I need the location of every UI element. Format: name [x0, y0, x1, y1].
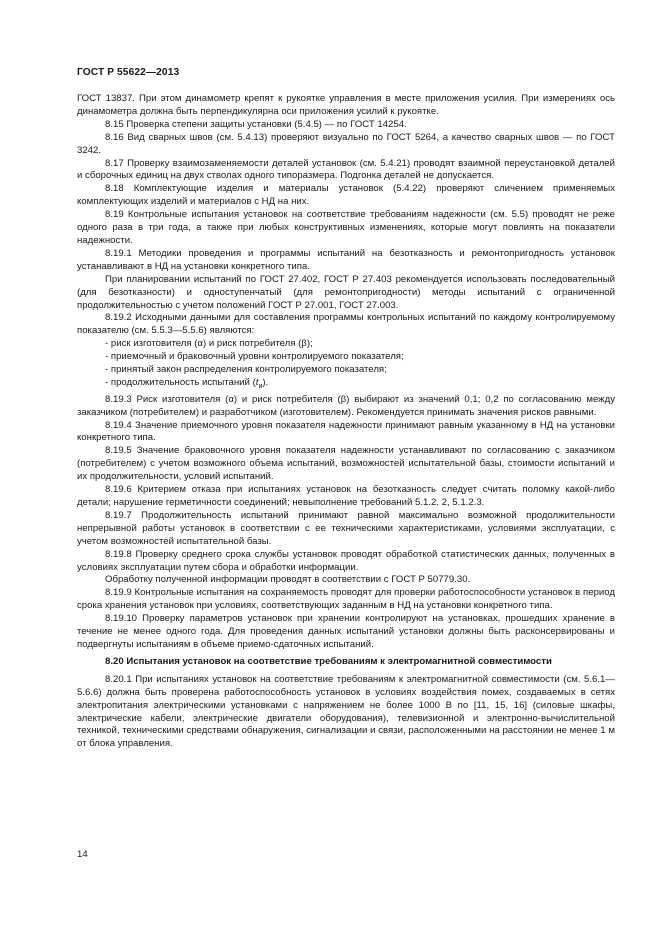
paragraph: ГОСТ 13837. При этом динамометр крепят к рукоятке управления в месте приложения усилия. При измерениях ось динамометра должна быть перпендикулярна оси приложения усилий к рукоятке.	[77, 93, 615, 117]
formula-subscript: и	[258, 382, 263, 390]
list-item	[77, 377, 615, 394]
paragraph: 8.19.8 Проверку среднего срока службы установок проводят обработкой статистических данных, полученных в условиях эксплуатации путем сбора и обработки информации.	[77, 548, 615, 573]
list-item: - приемочный и браковочный уровни контролируемого показателя;	[77, 351, 615, 364]
paragraph: 8.20.1 При испытаниях установок на соответствие требованиям к электромагнитной совместимости (см. 5.6.1—5.6.6) должна быть проверена работоспособность установок в условиях воздействия помех, создаваемых в сетях электропитания электрическими установками с напряжением не более 1000 В по [11, 15, 16] (силовые шкафы, электрические кабели, электрические двигатели оборудования), телевизионной и электронно-вычислительной техникой, техническими средствами обнаружения, сигнализации и связи, расположенными на расстоянии не менее 1 м от блока управления.	[77, 673, 615, 750]
paragraph: 8.19.4 Значение приемочного уровня показателя надежности принимают равным указанному в НД на установки конкретного типа.	[77, 419, 615, 444]
paragraph: 8.19.6 Критерием отказа при испытаниях установок на безотказность следует считать поломку какой-либо детали; нарушение герметичности соединений; невыполнение требований 5.1.2. 2, 5.1.2.3.	[77, 484, 615, 508]
formula-variable: t	[255, 376, 259, 388]
paragraph: 8.15 Проверка степени защиты установки (5.4.5) — по ГОСТ 14254.	[105, 118, 407, 130]
paragraph: 8.19.3 Риск изготовителя (α) и риск потребителя (β) выбирают из значений 0,1; 0,2 по согласованию между заказчиком (потребителем) и разработчиком (изготовителем). Рекомендуется принимать значения рисков равными.	[77, 393, 615, 418]
list-item: - принятый закон распределения контролируемого показателя;	[77, 364, 615, 377]
paragraph: 8.19 Контрольные испытания установок на соответствие требованиям надежности (см. 5.5) проводят не реже одного раза в три года, а также при любых конструктивных изменениях, которые могут повлиять на показатели надежности.	[77, 209, 615, 246]
paragraph: 8.19.5 Значение браковочного уровня показателя надежности устанавливают по согласованию с заказчиком (потребителем) с учетом возможного объема испытаний, возможностей испытательной базы, стоимости испытаний и их продолжительности, условий испытаний.	[77, 445, 615, 483]
paragraph: При планировании испытаний по ГОСТ 27.402, ГОСТ Р 27.403 рекомендуется использовать последовательный (для безотказности) и одноступенчатый (для ремонтопригодности) методы испытаний с ограниченной продолжительностью с учетом положений ГОСТ Р 27.001, ГОСТ 27.003.	[77, 273, 615, 311]
paragraph: 8.18 Комплектующие изделия и материалы установок (5.4.22) проверяют сличением применяемых комплектующих изделий и материалов с НД на них.	[77, 183, 615, 208]
document-header: ГОСТ Р 55622—2013	[77, 67, 180, 78]
paragraph: 8.19.1 Методики проведения и программы испытаний на безотказность и ремонтопригодность установок устанавливают в НД на установки конкретного типа.	[77, 247, 615, 272]
list-item-end: ).	[262, 376, 269, 388]
list-item-text: продолжительность испытаний (	[110, 376, 256, 388]
paragraph: 8.19.10 Проверку параметров установок при хранении контролируют на установках, прошедших хранение в течение не менее одного года. Для проведения данных испытаний установки должны быть расконсервированы и подвергнуты испытаниям в объеме приемо-сдаточных испытаний.	[77, 613, 615, 650]
document-body	[77, 93, 615, 751]
list-item: - риск изготовителя (α) и риск потребителя (β);	[77, 338, 615, 351]
paragraph: Обработку полученной информации проводят в соответствии с ГОСТ Р 50779.30.	[105, 574, 471, 586]
section-heading: 8.20 Испытания установок на соответствие требованиям к электромагнитной совместимости	[105, 655, 552, 667]
paragraph: 8.19.9 Контрольные испытания на сохраняемость проводят для проверки работоспособности установок в период срока хранения установок при условиях, соответствующих заданным в НД на установки конкретного типа.	[77, 587, 615, 612]
paragraph: 8.19.2 Исходными данными для составления программы контрольных испытаний по каждому контролируемому показателю (см. 5.5.3—5.5.6) являются:	[77, 312, 615, 337]
page-number: 14	[77, 849, 88, 860]
paragraph: 8.17 Проверку взаимозаменяемости деталей установок (см. 5.4.21) проводят взаимной переустановкой деталей и сборочных единиц на двух стволах одного типоразмера. Подгонка деталей не допускается.	[77, 157, 615, 182]
paragraph: 8.16 Вид сварных швов (см. 5.4.13) проверяют визуально по ГОСТ 5264, а качество сварных швов — по ГОСТ 3242.	[77, 131, 615, 156]
paragraph: 8.19.7 Продолжительность испытаний принимают равной максимально возможной продолжительности непрерывной работы установок в соответствии с ее техническими характеристиками, условиями эксплуатации, с учетом возможностей испытательной базы.	[77, 509, 615, 547]
